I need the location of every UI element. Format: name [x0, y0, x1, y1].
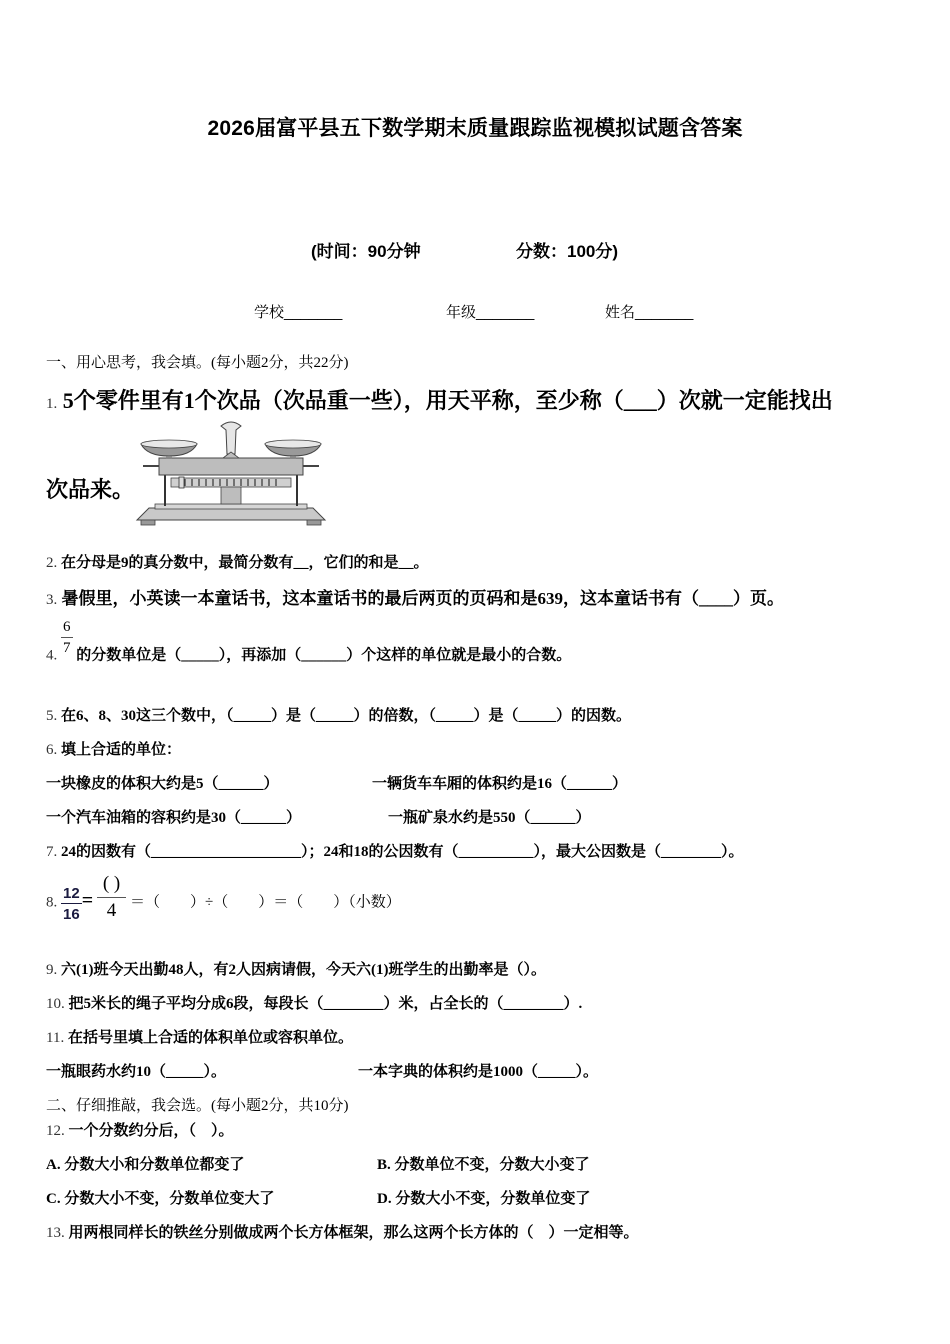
q11-item-2: 一本字典的体积约是1000（_____）。 — [358, 1064, 599, 1080]
option-text: 分数单位不变，分数大小变了 — [394, 1157, 590, 1173]
question-number: 1. — [46, 396, 58, 412]
question-text: 5个零件里有1个次品（次品重一些），用天平称，至少称（___）次就一定能找出 — [62, 388, 833, 413]
question-number: 9. — [46, 962, 58, 978]
question-10 — [46, 992, 582, 1013]
option-c[interactable] — [46, 1187, 274, 1208]
question-11 — [46, 1026, 353, 1047]
question-number: 13. — [46, 1225, 65, 1241]
option-d[interactable] — [377, 1187, 590, 1208]
question-text: 在括号里填上合适的体积单位或容积单位。 — [67, 1030, 353, 1046]
question-1-continued: 次品来。 — [46, 477, 135, 502]
question-8 — [46, 872, 401, 922]
option-a[interactable] — [46, 1153, 244, 1174]
question-number: 11. — [46, 1030, 65, 1046]
question-text: 在分母是9的真分数中，最简分数有__，它们的和是__。 — [61, 555, 429, 571]
school-field: 学校_______ — [254, 304, 343, 321]
option-label: A. — [46, 1157, 61, 1173]
grade-field: 年级_______ — [446, 304, 535, 321]
option-label: D. — [377, 1191, 392, 1207]
question-6 — [46, 738, 181, 759]
question-1 — [46, 384, 833, 415]
question-text: 在6、8、30这三个数中，（_____）是（_____）的倍数，（_____）是（_____）的因数。 — [61, 708, 632, 724]
question-text: 用两根同样长的铁丝分别做成两个长方体框架，那么这两个长方体的（ ）一定相等。 — [68, 1225, 639, 1241]
question-text: 24的因数有（____________________）；24和18的公因数有（__________），最大公因数是（________）。 — [61, 844, 744, 860]
question-text: 一个分数约分后，（ ）。 — [68, 1123, 234, 1139]
balance-scale-icon — [135, 418, 327, 528]
question-9 — [46, 958, 546, 979]
time-label: (时间：90分钟 — [311, 242, 421, 261]
question-4 — [46, 620, 571, 664]
q6-item-1: 一块橡皮的体积大约是5（______） — [46, 776, 279, 792]
question-number: 7. — [46, 844, 58, 860]
q6-item-4: 一瓶矿泉水约是550（______） — [388, 810, 591, 826]
question-13 — [46, 1221, 639, 1242]
fraction-12-16: $\frac{12}{16}$ — [63, 885, 80, 923]
question-3 — [46, 584, 784, 609]
fraction-6-7: $\frac{6}{7}$ — [63, 619, 71, 656]
equals-sign: = — [81, 889, 94, 912]
section-heading-1: 一、用心思考，我会填。(每小题2分，共22分) — [46, 355, 349, 371]
question-2 — [46, 551, 429, 572]
fraction-blank-4: $\frac{( )}{4}$ — [97, 874, 126, 920]
question-number: 3. — [46, 592, 58, 608]
question-text: 填上合适的单位： — [61, 742, 182, 758]
question-12 — [46, 1119, 234, 1140]
option-b[interactable] — [377, 1153, 590, 1174]
q6-item-2: 一辆货车车厢的体积约是16（______） — [372, 776, 628, 792]
option-label: B. — [377, 1157, 391, 1173]
question-text: ＝（ ）÷（ ）＝（ ）（小数） — [130, 894, 401, 911]
question-number: 12. — [46, 1123, 65, 1139]
question-text: 把5米长的绳子平均分成6段，每段长（________）米，占全长的（________）. — [68, 996, 583, 1012]
question-text: 暑假里，小英读一本童话书，这本童话书的最后两页的页码和是639，这本童话书有（____）页。 — [61, 589, 784, 608]
q11-item-1: 一瓶眼药水约10（_____）。 — [46, 1064, 227, 1080]
question-7 — [46, 840, 744, 861]
q6-item-3: 一个汽车油箱的容积约是30（______） — [46, 810, 302, 826]
question-number: 8. — [46, 894, 58, 911]
option-text: 分数大小和分数单位都变了 — [64, 1157, 245, 1173]
option-text: 分数大小不变，分数单位变了 — [395, 1191, 591, 1207]
question-number: 6. — [46, 742, 58, 758]
question-number: 2. — [46, 555, 58, 571]
question-number: 4. — [46, 647, 58, 664]
question-number: 10. — [46, 996, 65, 1012]
score-label: 分数：100分) — [516, 242, 619, 261]
name-field: 姓名_______ — [605, 304, 694, 321]
question-text: 的分数单位是（_____），再添加（______）个这样的单位就是最小的合数。 — [76, 647, 572, 664]
option-text: 分数大小不变，分数单位变大了 — [64, 1191, 275, 1207]
page-title: 2026届富平县五下数学期末质量跟踪监视模拟试题含答案 — [207, 117, 743, 140]
question-5 — [46, 704, 631, 725]
option-label: C. — [46, 1191, 61, 1207]
question-text: 六(1)班今天出勤48人，有2人因病请假，今天六(1)班学生的出勤率是（）。 — [61, 962, 546, 978]
question-number: 5. — [46, 708, 58, 724]
section-heading-2: 二、仔细推敲，我会选。(每小题2分，共10分) — [46, 1098, 349, 1114]
